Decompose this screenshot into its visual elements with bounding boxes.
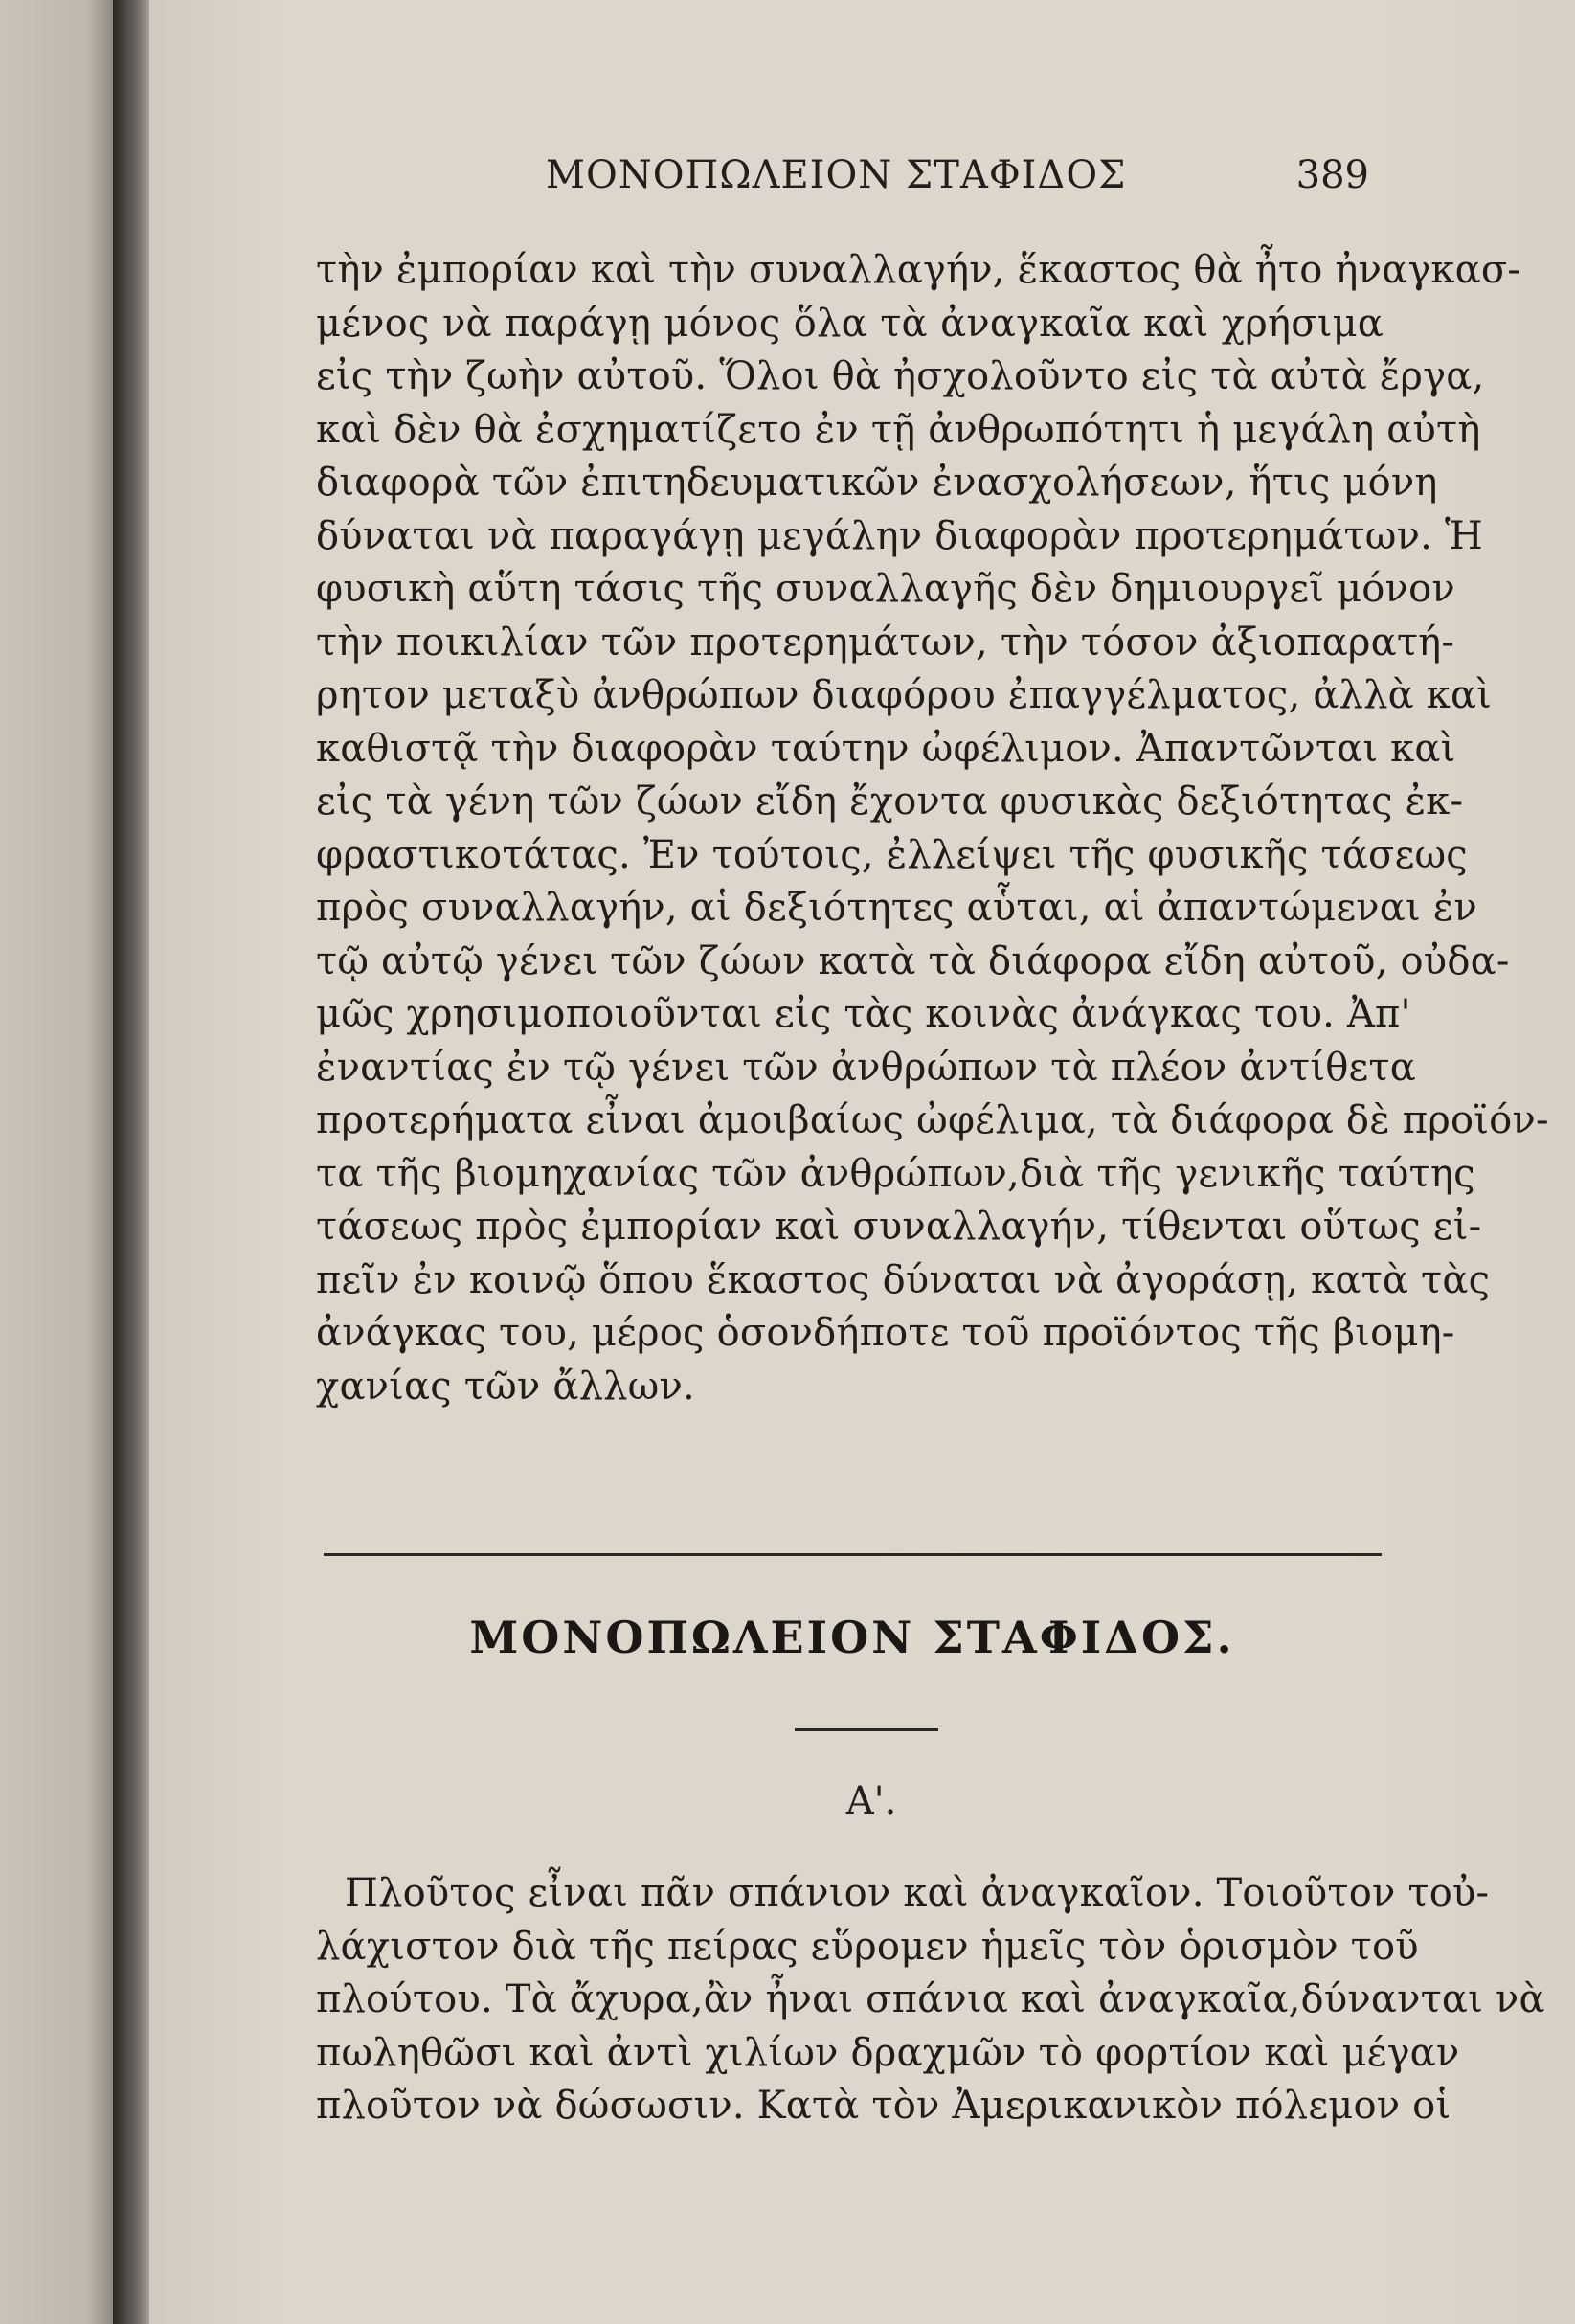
chapter-numeral: Α'.	[845, 1779, 897, 1823]
text-line: ἀνάγκας του, μέρος ὁσονδήποτε τοῦ προϊόντος τῆς βιομη-	[316, 1311, 1455, 1355]
text-line: λάχιστον διὰ τῆς πείρας εὕρομεν ἡμεῖς τὸν ὁρισμὸν τοῦ	[316, 1924, 1419, 1969]
running-title: ΜΟΝΟΠΩΛΕΙΟΝ ΣΤΑΦΙΔΟΣ	[546, 153, 1127, 197]
text-line: τὴν ἐμπορίαν καὶ τὴν συναλλαγήν, ἕκαστος θὰ ἦτο ἠναγκασ-	[316, 248, 1521, 292]
text-line: πωληθῶσι καὶ ἀντὶ χιλίων δραχμῶν τὸ φορτίον καὶ μέγαν	[316, 2030, 1460, 2075]
text-line: ἐναντίας ἐν τῷ γένει τῶν ἀνθρώπων τὰ πλέον ἀντίθετα	[316, 1045, 1416, 1090]
text-line: καὶ δὲν θὰ ἐσχηματίζετο ἐν τῇ ἀνθρωπότητι ἡ μεγάλη αὐτὴ	[316, 407, 1481, 452]
text-line: τῷ αὐτῷ γένει τῶν ζώων κατὰ τὰ διάφορα εἴδη αὐτοῦ, οὐδα-	[316, 938, 1510, 983]
text-line: τὴν ποικιλίαν τῶν προτερημάτων, τὴν τόσον ἀξιοπαρατή-	[316, 620, 1455, 665]
text-line: εἰς τὰ γένη τῶν ζώων εἴδη ἔχοντα φυσικὰς δεξιότητας ἐκ-	[316, 779, 1464, 824]
text-line: φυσικὴ αὕτη τάσις τῆς συναλλαγῆς δὲν δημιουργεῖ μόνον	[316, 567, 1455, 611]
text-line: καθιστᾷ τὴν διαφορὰν ταύτην ὠφέλιμον. Ἀπαντῶνται καὶ	[316, 726, 1456, 771]
text-line: τάσεως πρὸς ἐμπορίαν καὶ συναλλαγήν, τίθενται οὕτως εἰ-	[316, 1205, 1482, 1249]
running-head	[326, 153, 1369, 211]
text-line: μένος νὰ παράγῃ μόνος ὅλα τὰ ἀναγκαῖα καὶ χρήσιμα	[316, 301, 1384, 346]
section-divider-rule	[324, 1553, 1382, 1556]
text-line: πεῖν ἐν κοινῷ ὅπου ἕκαστος δύναται νὰ ἀγοράσῃ, κατὰ τὰς	[316, 1257, 1491, 1302]
text-line: χανίας τῶν ἄλλων.	[316, 1364, 695, 1409]
text-line: εἰς τὴν ζωὴν αὐτοῦ. Ὅλοι θὰ ἠσχολοῦντο εἰς τὰ αὐτὰ ἔργα,	[316, 354, 1485, 398]
page-number: 389	[1295, 153, 1369, 197]
text-line: ρητον μεταξὺ ἀνθρώπων διαφόρου ἐπαγγέλματος, ἀλλὰ καὶ	[316, 673, 1493, 717]
short-divider-rule	[795, 1728, 938, 1731]
page-gutter	[0, 0, 113, 2324]
text-line: πλοῦτον νὰ δώσωσιν. Κατὰ τὸν Ἀμερικανικὸν πόλεμον οἱ	[316, 2084, 1451, 2128]
paragraph-body-2	[316, 1867, 1545, 2133]
text-line: τα τῆς βιομηχανίας τῶν ἀνθρώπων,διὰ τῆς γενικῆς ταύτης	[316, 1151, 1475, 1196]
text-line: προτερήματα εἶναι ἀμοιβαίως ὠφέλιμα, τὰ διάφορα δὲ προϊόν-	[316, 1098, 1549, 1142]
paragraph-body	[316, 244, 1549, 1413]
text-line: Πλοῦτος εἶναι πᾶν σπάνιον καὶ ἀναγκαῖον. Τοιοῦτον τοὐ-	[345, 1871, 1490, 1915]
text-line: διαφορὰ τῶν ἐπιτηδευματικῶν ἐνασχολήσεων, ἥτις μόνη	[316, 461, 1438, 505]
section-heading: ΜΟΝΟΠΩΛΕΙΟΝ ΣΤΑΦΙΔΟΣ.	[469, 1612, 1235, 1663]
text-line: μῶς χρησιμοποιοῦνται εἰς τὰς κοινὰς ἀνάγκας του. Ἀπ'	[316, 992, 1411, 1036]
text-line: πρὸς συναλλαγήν, αἱ δεξιότητες αὗται, αἱ ἀπαντώμεναι ἐν	[316, 886, 1477, 930]
text-line: πλούτου. Τὰ ἄχυρα,ἂν ἦναι σπάνια καὶ ἀναγκαῖα,δύνανται νὰ	[316, 1977, 1545, 2021]
text-line: δύναται νὰ παραγάγῃ μεγάλην διαφορὰν προτερημάτων. Ἡ	[316, 513, 1483, 558]
binding-shadow	[113, 0, 149, 2324]
text-line: φραστικοτάτας. Ἐν τούτοις, ἐλλείψει τῆς φυσικῆς τάσεως	[316, 832, 1468, 877]
